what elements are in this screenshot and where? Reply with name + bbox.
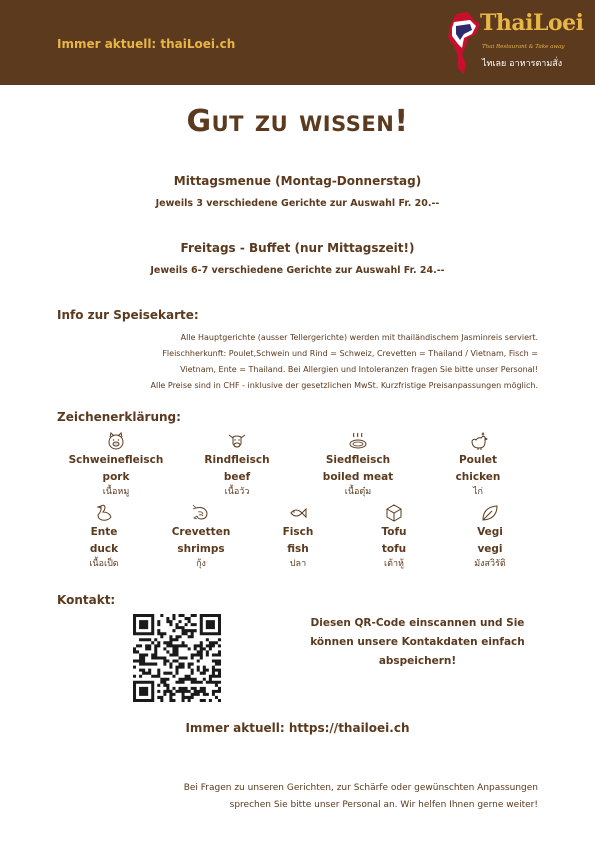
qr-finder-pattern xyxy=(200,614,221,635)
legend-en: chicken xyxy=(455,471,501,483)
legend-de: Fisch xyxy=(282,526,314,538)
qr-instructions-line: Diesen QR-Code einscannen und Sie xyxy=(310,617,525,629)
legend-en: boiled meat xyxy=(322,471,394,483)
qr-finder-pattern xyxy=(133,681,154,702)
steak-icon xyxy=(348,431,368,451)
legend-item-pork xyxy=(56,431,176,498)
legend-item-boiled-meat xyxy=(298,431,418,498)
legend-en: duck xyxy=(89,543,119,555)
qr-instructions-line: abspeichern! xyxy=(378,655,457,667)
qr-instructions xyxy=(300,614,535,671)
thailoei-logo xyxy=(446,8,586,76)
thailand-map-flag-icon xyxy=(446,12,482,76)
legend-th: ไก่ xyxy=(473,487,483,497)
legend-en: fish xyxy=(287,543,309,555)
info-line: Vietnam, Ente = Thailand. Bei Allergien und Intoleranzen fragen Sie bitte unser Personal! xyxy=(180,365,538,374)
info-line: Fleischherkunft: Poulet,Schwein und Rind = Schweiz, Crevetten = Thailand / Vietnam, Fisch = xyxy=(162,349,538,358)
footer-line: sprechen Sie bitte unser Personal an. Wir helfen Ihnen gerne weiter! xyxy=(229,800,538,810)
legend-th: เนื้อตุ๋ม xyxy=(344,487,372,497)
fish-icon xyxy=(288,503,308,523)
legend-en: vegi xyxy=(477,543,503,555)
logo-tagline: Thai Restaurant & Take away xyxy=(482,44,565,50)
header-website-link[interactable]: Immer aktuell: thaiLoei.ch xyxy=(57,37,236,51)
legend-de: Siedfleisch xyxy=(325,454,391,466)
logo-thai-text: ไทเลย อาหารตามสั่ง xyxy=(482,59,563,69)
info-heading: Info zur Speisekarte: xyxy=(57,308,199,322)
leaf-icon xyxy=(480,503,500,523)
legend-en: pork xyxy=(102,471,130,483)
logo-brand: ThaiLoei xyxy=(480,10,584,36)
legend-item-chicken xyxy=(418,431,538,498)
legend-en: beef xyxy=(223,471,251,483)
page-header xyxy=(0,0,595,85)
pig-icon xyxy=(106,431,126,451)
legend-th: เต้าหู้ xyxy=(384,559,404,569)
cow-icon xyxy=(227,431,247,451)
friday-text: Jeweils 6-7 verschiedene Gerichte zur Auswahl Fr. 24.-- xyxy=(150,265,445,276)
legend-item-vegi xyxy=(430,503,550,570)
info-line: Alle Preise sind in CHF - inklusive der gesetzlichen MwSt. Kurzfristige Preisanpassungen möglich. xyxy=(150,381,538,390)
legend-th: กุ้ง xyxy=(196,559,206,569)
lunch-text: Jeweils 3 verschiedene Gerichte zur Auswahl Fr. 20.-- xyxy=(155,198,440,209)
friday-heading: Freitags - Buffet (nur Mittagszeit!) xyxy=(180,241,415,255)
contact-heading: Kontakt: xyxy=(57,593,116,607)
legend-de: Ente xyxy=(90,526,118,538)
legend-item-beef xyxy=(177,431,297,498)
contact-qr-code[interactable] xyxy=(133,614,221,702)
legend-de: Rindfleisch xyxy=(204,454,270,466)
footer-line: Bei Fragen zu unseren Gerichten, zur Schärfe oder gewünschten Anpassungen xyxy=(183,783,538,793)
legend-de: Vegi xyxy=(477,526,503,538)
legend-th: มังสวิรัติ xyxy=(474,559,506,569)
duck-icon xyxy=(94,503,114,523)
legend-de: Tofu xyxy=(381,526,407,538)
tofu-icon xyxy=(384,503,404,523)
lunch-heading: Mittagsmenue (Montag-Donnerstag) xyxy=(173,174,422,188)
legend-de: Schweinefleisch xyxy=(68,454,164,466)
legend-de: Poulet xyxy=(458,454,498,466)
legend-heading: Zeichenerklärung: xyxy=(57,410,181,424)
shrimp-icon xyxy=(191,503,211,523)
legend-de: Crevetten xyxy=(171,526,231,538)
legend-th: เนื้อหมู xyxy=(102,487,130,497)
qr-instructions-line: können unsere Kontakdaten einfach xyxy=(310,636,525,648)
chicken-icon xyxy=(468,431,488,451)
legend-en: tofu xyxy=(381,543,407,555)
page-title: Gut zu wissen! xyxy=(186,104,409,139)
info-line: Alle Hauptgerichte (ausser Tellergerichte) werden mit thailändischem Jasminreis serviert. xyxy=(180,333,538,342)
qr-finder-pattern xyxy=(133,614,154,635)
website-url-line[interactable]: Immer aktuell: https://thailoei.ch xyxy=(185,721,410,735)
legend-en: shrimps xyxy=(177,543,225,555)
legend-th: ปลา xyxy=(289,559,307,569)
legend-th: เนื้อวัว xyxy=(224,487,250,497)
legend-th: เนื้อเป็ด xyxy=(89,559,119,569)
